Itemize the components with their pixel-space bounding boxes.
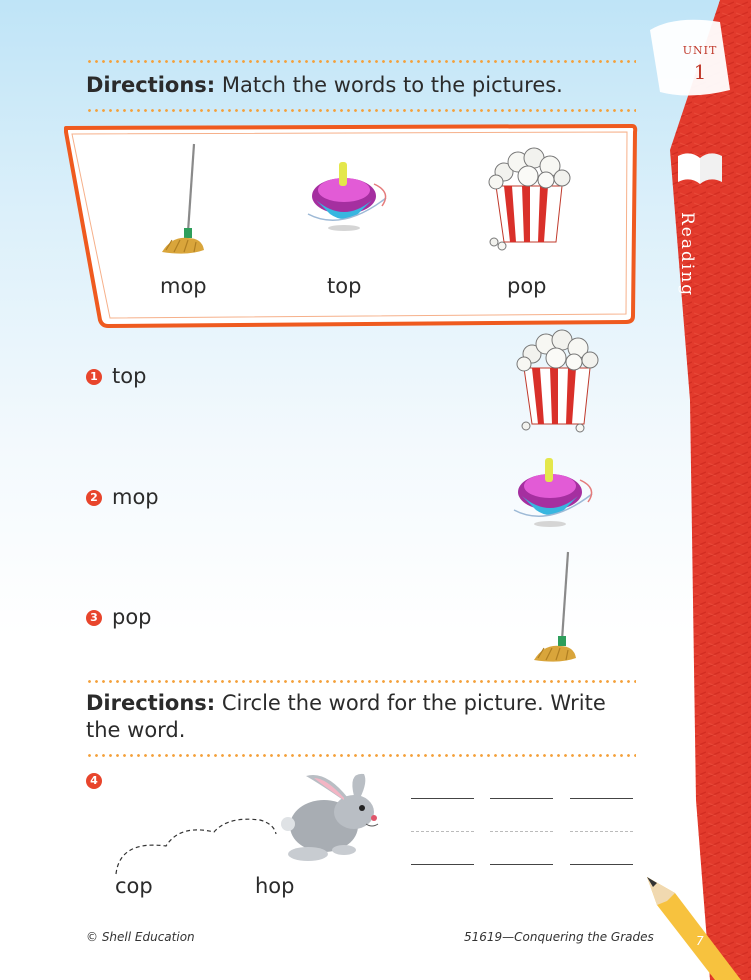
unit-label: UNIT (682, 44, 718, 57)
directions-label: Directions: (86, 73, 216, 97)
mop-picture (158, 140, 206, 258)
hop-path-dashed (110, 812, 280, 882)
rabbit-picture (268, 768, 384, 872)
dotted-divider (86, 109, 636, 112)
directions-text: Match the words to the pictures. (215, 73, 563, 97)
footer-book-title: 51619—Conquering the Grades (464, 930, 654, 944)
match-word[interactable]: pop (112, 605, 152, 629)
dotted-divider (86, 60, 636, 63)
choice-word[interactable]: hop (255, 874, 295, 898)
directions-1 (86, 72, 646, 99)
spinning-top-picture (302, 158, 392, 238)
directions-2 (86, 690, 631, 744)
writing-line-mid (490, 831, 553, 832)
word-bank-item: pop (507, 274, 547, 298)
mop-picture[interactable] (530, 548, 578, 666)
writing-line-top (490, 798, 553, 799)
writing-line-base[interactable] (570, 864, 633, 865)
word-bank-item: mop (160, 274, 207, 298)
unit-number: 1 (693, 60, 707, 84)
open-book-icon (674, 146, 726, 188)
choice-word[interactable]: cop (115, 874, 153, 898)
item-number: 2 (86, 490, 102, 506)
writing-line-base[interactable] (490, 864, 553, 865)
spinning-top-picture[interactable] (508, 454, 598, 534)
popcorn-picture[interactable] (512, 324, 602, 434)
match-word[interactable]: top (112, 364, 147, 388)
pencil-icon (645, 875, 751, 980)
directions-text: Circle the word for the picture. Write the word. (86, 691, 606, 742)
writing-line-mid (411, 831, 474, 832)
writing-line-top (570, 798, 633, 799)
item-number: 1 (86, 369, 102, 385)
section-label: Reading (677, 212, 697, 298)
footer-copyright: © Shell Education (86, 930, 195, 944)
page-number: 7 (696, 934, 704, 948)
writing-line-top (411, 798, 474, 799)
directions-label: Directions: (86, 691, 216, 715)
match-word[interactable]: mop (112, 485, 159, 509)
dotted-divider (86, 754, 636, 757)
section-label-wrap (677, 212, 717, 312)
item-number: 3 (86, 610, 102, 626)
dotted-divider (86, 680, 636, 683)
writing-line-base[interactable] (411, 864, 474, 865)
popcorn-picture (484, 142, 574, 252)
word-bank-item: top (327, 274, 362, 298)
writing-line-mid (570, 831, 633, 832)
item-number: 4 (86, 773, 102, 789)
